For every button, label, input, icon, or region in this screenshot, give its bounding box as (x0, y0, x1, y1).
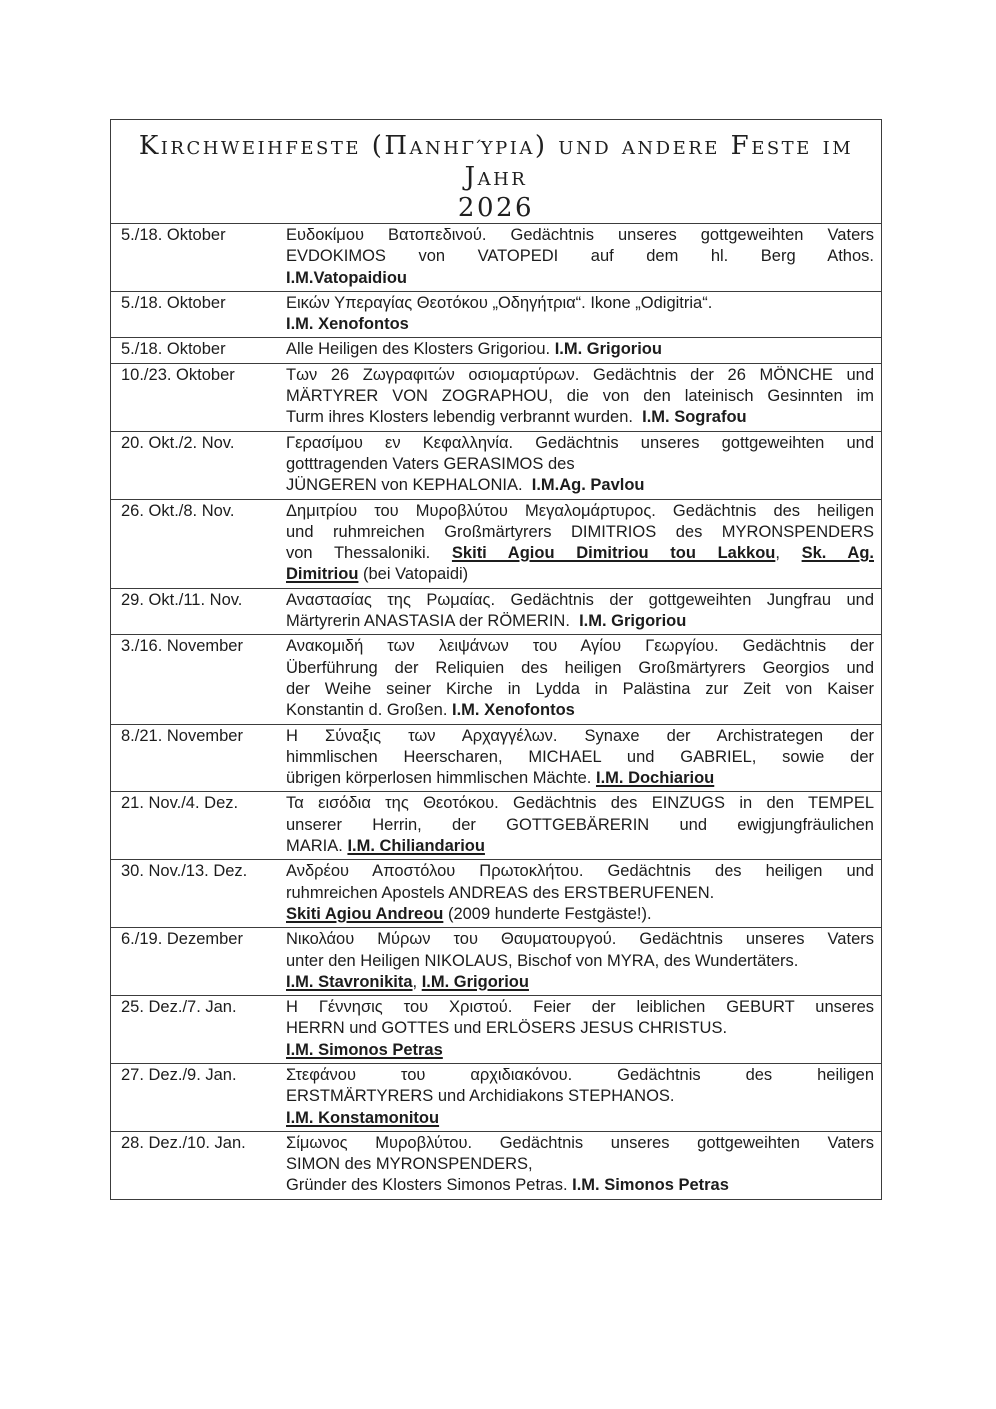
text-line (286, 543, 874, 564)
text-segment: Τα εισόδια της Θεοτόκου. Gedächtnis des EINZUGS in den TEMPEL (286, 794, 874, 813)
feast-description (286, 589, 881, 635)
text-segment: Skiti Agiou Andreou (286, 904, 444, 923)
text-segment: Turm ihres Klosters lebendig verbrannt wurden. (286, 408, 643, 427)
feast-description (286, 292, 881, 338)
text-line (286, 407, 874, 428)
text-segment: I.M. Konstamonitou (286, 1108, 440, 1127)
text-segment: unter den Heiligen NIKOLAUS, Bischof von MYRA, des Wundertäters. (286, 951, 799, 970)
text-line (286, 564, 874, 585)
feast-description (286, 725, 881, 792)
text-line (286, 883, 874, 904)
text-line (286, 861, 874, 882)
text-segment: Η Σύναξις των Αρχαγγέλων. Synaxe der Archistrategen der (286, 726, 874, 745)
text-line (286, 433, 874, 454)
table-row (111, 432, 881, 500)
table-row (111, 364, 881, 432)
feast-date: 30. Nov./13. Dez. (121, 862, 248, 881)
text-segment: ERSTMÄRTYRERS und Archidiakons STEPHANOS. (286, 1087, 675, 1106)
feast-description (286, 792, 881, 859)
feast-description (286, 1132, 881, 1199)
text-segment: Σίμωνος Μυροβλύτου. Gedächtnis unseres gottgeweihten Vaters (286, 1133, 874, 1152)
feast-description (286, 1064, 881, 1131)
text-line (286, 1154, 874, 1175)
text-segment: I.M. Xenofontos (286, 315, 409, 334)
text-line (286, 1133, 874, 1154)
text-segment: von Thessaloniki. (286, 544, 452, 563)
feast-date: 8./21. November (121, 726, 243, 745)
text-line (286, 246, 874, 267)
text-segment: gotttragenden Vaters GERASIMOS des (286, 454, 575, 473)
text-segment: I.M. Dochiariou (595, 769, 715, 788)
text-line (286, 314, 874, 335)
text-segment: I.M. Xenofontos (452, 701, 575, 720)
text-segment: Skiti Agiou Dimitriou tou Lakkou (451, 544, 776, 563)
text-line (286, 454, 874, 475)
text-line (286, 501, 874, 522)
text-segment: HERRN und GOTTES und ERLÖSERS JESUS CHRISTUS. (286, 1019, 728, 1038)
table-row (111, 1132, 881, 1199)
feast-date: 6./19. Dezember (121, 930, 243, 949)
text-segment: JÜNGEREN von KEPHALONIA. (286, 476, 532, 495)
feast-description (286, 928, 881, 995)
feast-description (286, 635, 881, 723)
text-line (286, 1065, 874, 1086)
feast-date: 5./18. Oktober (121, 293, 226, 312)
text-segment: Ανακομιδή των λειψάνων του Αγίου Γεωργίου. Gedächtnis der (286, 637, 874, 656)
text-segment: I.M. Sografou (642, 408, 747, 427)
feast-date: 10./23. Oktober (121, 365, 235, 384)
feast-date: 5./18. Oktober (121, 340, 226, 359)
table-row (111, 1064, 881, 1132)
text-segment: I.M. Simonos Petras (286, 1040, 443, 1059)
text-segment: ruhmreichen Apostels ANDREAS des ERSTBERUFENEN. (286, 883, 715, 902)
text-segment: unserer Herrin, der GOTTGEBÄRERIN und ewigjungfräulichen (286, 815, 874, 834)
text-segment: I.M. Stavronikita (286, 972, 413, 991)
feast-description (286, 996, 881, 1063)
text-segment: Märtyrerin ANASTASIA der RÖMERIN. (286, 612, 580, 631)
text-segment: Αναστασίας της Ρωμαίας. Gedächtnis der gottgeweihten Jungfrau und (286, 590, 874, 609)
text-segment: und ruhmreichen Großmärtyrers DIMITRIOS des MYRONSPENDERS (286, 522, 874, 541)
text-line (286, 929, 874, 950)
text-line (286, 997, 874, 1018)
text-segment: Alle Heiligen des Klosters Grigoriou. (286, 340, 555, 359)
text-segment: , (775, 544, 802, 563)
text-segment: Gründer des Klosters Simonos Petras. (286, 1176, 573, 1195)
text-line (286, 1040, 874, 1061)
table-row (111, 996, 881, 1064)
text-segment: Überführung der Reliquien des heiligen Großmärtyrers Georgios und (286, 658, 874, 677)
text-line (286, 522, 874, 543)
text-line (286, 475, 874, 496)
text-segment: (2009 hunderte Festgäste!). (443, 904, 652, 923)
text-segment: I.M. Grigoriou (421, 972, 529, 991)
text-segment: Ανδρέου Αποστόλου Πρωτοκλήτου. Gedächtnis des heiligen und (286, 862, 874, 881)
text-segment: , (412, 972, 422, 991)
table-row (111, 860, 881, 928)
text-segment: der Weihe seiner Kirche in Lydda in Palästina zur Zeit von Kaiser (286, 679, 874, 698)
text-line (286, 611, 874, 632)
text-segment: Dimitriou (286, 565, 359, 584)
feast-date: 26. Okt./8. Nov. (121, 501, 235, 520)
text-segment: Εικών Υπεραγίας Θεοτόκου „Οδηγήτρια“. Ikone „Odigitria“. (286, 293, 713, 312)
text-line (286, 293, 874, 314)
text-segment: EVDOKIMOS von VATOPEDI auf dem hl. Berg Athos. (286, 247, 874, 266)
text-line (286, 365, 874, 386)
text-segment: übrigen körperlosen himmlischen Mächte. (286, 769, 596, 788)
text-line (286, 951, 874, 972)
feast-description (286, 860, 881, 927)
document-title (111, 120, 881, 224)
text-line (286, 636, 874, 657)
document-title-line2: 2026 (457, 193, 535, 223)
text-segment: I.M. Grigoriou (554, 340, 662, 359)
feast-date: 28. Dez./10. Jan. (121, 1133, 246, 1152)
text-line (286, 225, 874, 246)
text-segment: I.M.Vatopaidiou (286, 268, 408, 287)
text-segment: himmlischen Heerscharen, MICHAEL und GABRIEL, sowie der (286, 747, 874, 766)
text-segment: I.M. Simonos Petras (572, 1176, 729, 1195)
text-line (286, 658, 874, 679)
text-segment: Konstantin d. Großen. (286, 701, 453, 720)
table-row (111, 292, 881, 339)
text-line (286, 904, 874, 925)
table-row (111, 928, 881, 996)
text-line (286, 972, 874, 993)
text-segment: Γερασίμου εν Κεφαλληνία. Gedächtnis unseres gottgeweihten und (286, 433, 874, 452)
table-row (111, 500, 881, 589)
text-line (286, 700, 874, 721)
text-line (286, 747, 874, 768)
text-line (286, 1108, 874, 1129)
text-line (286, 815, 874, 836)
feast-date: 21. Nov./4. Dez. (121, 794, 239, 813)
table-row (111, 725, 881, 793)
text-line (286, 386, 874, 407)
text-line (286, 1086, 874, 1107)
feast-description (286, 364, 881, 431)
feast-description (286, 432, 881, 499)
text-segment: Ευδοκίμου Βατοπεδινού. Gedächtnis unseres gottgeweihten Vaters (286, 226, 874, 244)
text-segment: MARIA. (286, 837, 348, 856)
feast-description (286, 224, 881, 291)
feast-description (286, 500, 881, 588)
text-line (286, 768, 874, 789)
text-segment: I.M.Ag. Pavlou (531, 476, 645, 495)
table-row (111, 589, 881, 636)
feast-date: 27. Dez./9. Jan. (121, 1065, 237, 1084)
text-line (286, 268, 874, 289)
text-line (286, 1018, 874, 1039)
table-body (111, 224, 881, 1199)
text-line (286, 679, 874, 700)
text-segment: Δημιτρίου του Μυροβλύτου Μεγαλομάρτυρος. Gedächtnis des heiligen (286, 501, 874, 520)
text-line (286, 726, 874, 747)
text-segment: Των 26 Ζωγραφιτών οσιομαρτύρων. Gedächtnis der 26 MÖNCHE und (286, 365, 874, 384)
text-segment: Στεφάνου του αρχιδιακόνου. Gedächtnis des heiligen (286, 1065, 874, 1084)
feast-date: 3./16. November (121, 637, 243, 656)
table-row (111, 338, 881, 363)
text-line (286, 339, 874, 360)
text-segment: I.M. Chiliandariou (347, 837, 485, 856)
text-line (286, 836, 874, 857)
table-row (111, 792, 881, 860)
feast-description (286, 338, 881, 362)
table-row (111, 224, 881, 292)
text-line (286, 590, 874, 611)
text-segment: Νικολάου Μύρων του Θαυματουργού. Gedächtnis unseres Vaters (286, 930, 874, 949)
feast-date: 25. Dez./7. Jan. (121, 998, 237, 1017)
feast-calendar-table (110, 119, 882, 1200)
text-segment: MÄRTYRER VON ZOGRAPHOU, die von den lateinisch Gesinnten im (286, 387, 874, 406)
text-segment: Η Γέννησις του Χριστού. Feier der leiblichen GEBURT unseres (286, 998, 874, 1017)
document-title-line1: Kirchweihfeste (Πανηγύρια) und andere Feste im Jahr (138, 131, 854, 192)
text-line (286, 793, 874, 814)
text-segment: SIMON des MYRONSPENDERS, (286, 1155, 533, 1174)
text-segment: (bei Vatopaidi) (358, 565, 469, 584)
feast-date: 5./18. Oktober (121, 226, 226, 244)
text-line (286, 1175, 874, 1196)
table-row (111, 635, 881, 724)
text-segment: Sk. Ag. (801, 544, 874, 563)
text-segment: I.M. Grigoriou (579, 612, 687, 631)
feast-date: 29. Okt./11. Nov. (121, 590, 243, 609)
feast-date: 20. Okt./2. Nov. (121, 433, 235, 452)
